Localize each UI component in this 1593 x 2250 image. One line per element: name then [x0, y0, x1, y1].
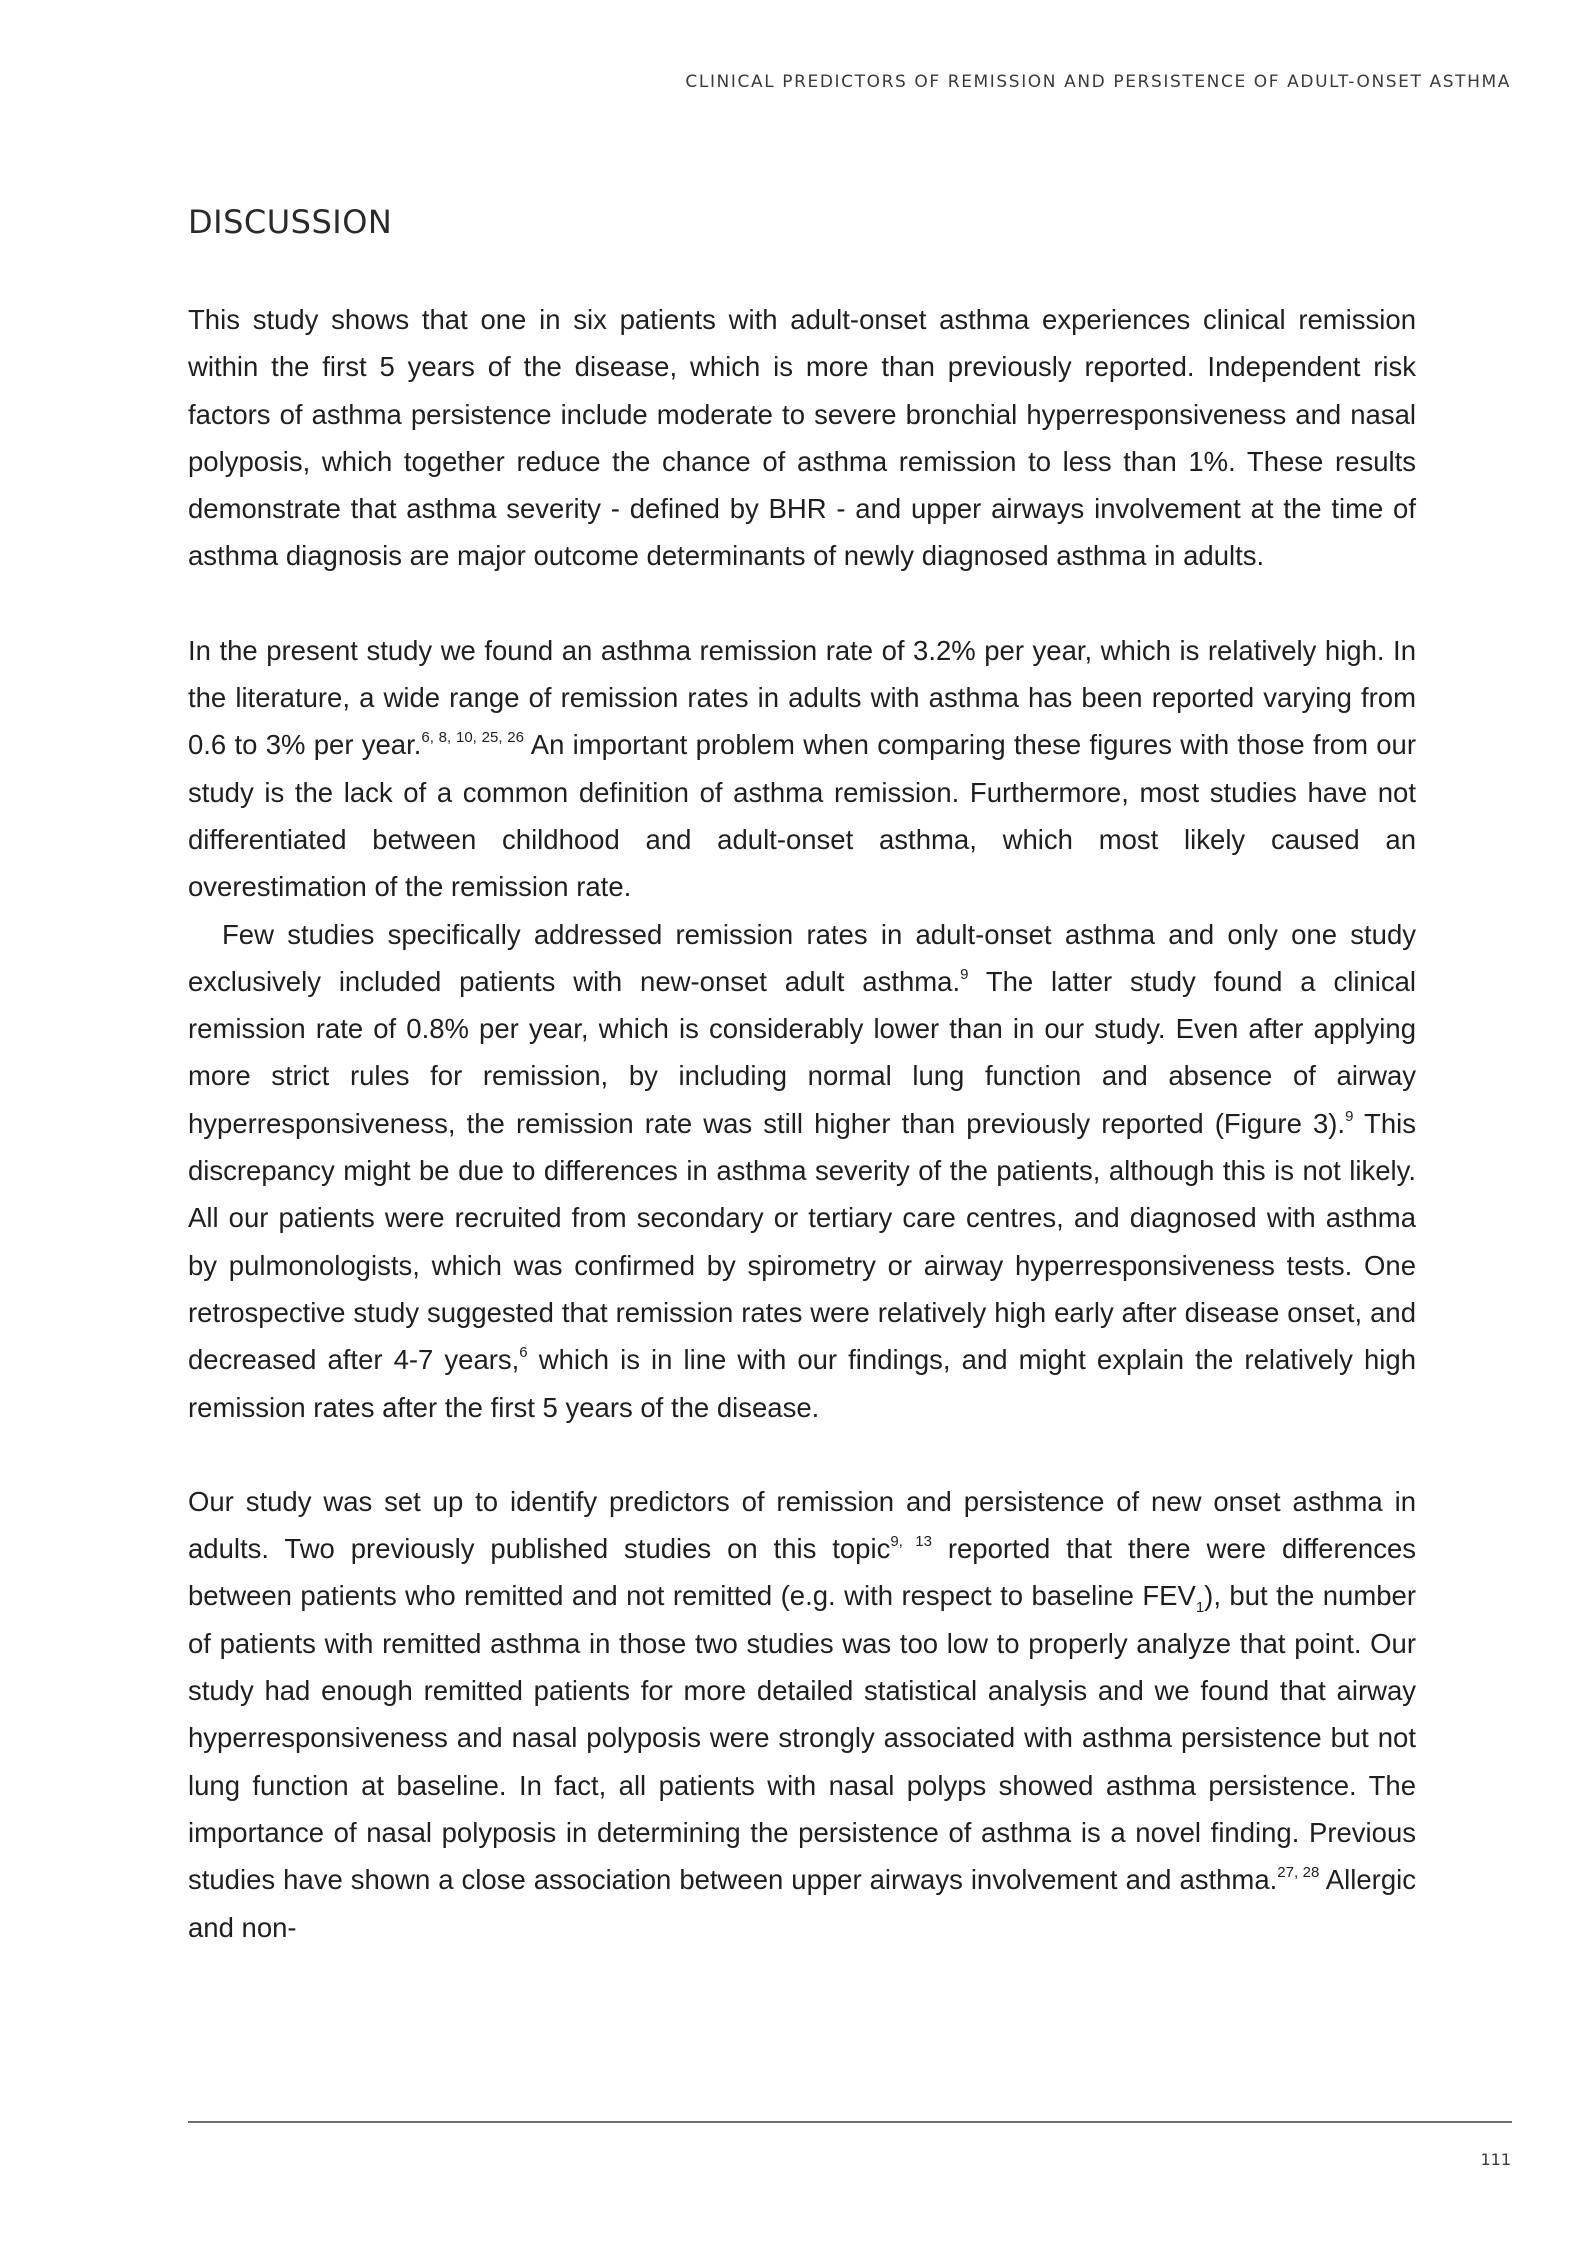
citation-superscript: 6: [519, 1344, 528, 1362]
paragraph-3-text-a: Few studies specifically addressed remission rates in adult-onset asthma and only one study exclusively included patients with new-onset adult asthma.: [188, 918, 1416, 997]
paragraph-3-text-c: This discrepancy might be due to differences in asthma severity of the patients, although this is not likely. All our patients were recruited from secondary or tertiary care centres, and diagnosed with asthma by pulmonologists, which was confirmed by spirometry or airway hyperresponsiveness tests. One retrospective study suggested that remission rates were relatively high early after disease onset, and decreased after 4-7 years,: [188, 1107, 1416, 1376]
paragraph-3-text-b: The latter study found a clinical remission rate of 0.8% per year, which is considerably lower than in our study. Even after applying more strict rules for remission, by including normal lung function and absence of airway hyperresponsiveness, the remission rate was still higher than previously reported (Figure 3).: [188, 965, 1416, 1139]
paragraph-3-text-d: which is in line with our findings, and might explain the relatively high remission rates after the first 5 years of the disease.: [188, 1344, 1416, 1423]
paragraph-1: This study shows that one in six patients with adult-onset asthma experiences clinical remission within the first 5 years of the disease, which is more than previously reported. Independent risk factors of asthma persistence include moderate to severe bronchial hyperresponsiveness and nasal polyposis, which together reduce the chance of asthma remission to less than 1%. These results demonstrate that asthma severity - defined by BHR - and upper airways involvement at the time of asthma diagnosis are major outcome determinants of newly diagnosed asthma in adults.: [188, 304, 1416, 572]
footer-divider: [188, 2121, 1512, 2123]
citation-superscript: 9, 13: [890, 1533, 932, 1551]
paragraph-4: [188, 1478, 1416, 1951]
paragraph-4-text-d: Allergic and non-: [188, 1864, 1416, 1943]
citation-superscript: 9: [960, 965, 969, 983]
citation-superscript: 9: [1345, 1107, 1354, 1125]
running-header: CLINICAL PREDICTORS OF REMISSION AND PERSISTENCE OF ADULT-ONSET ASTHMA: [685, 72, 1511, 92]
citation-superscript: 27, 28: [1277, 1864, 1320, 1882]
paragraph-3: [188, 911, 1416, 1431]
paragraph-2-text-b: An important problem when comparing these figures with those from our study is the lack of a common definition of asthma remission. Furthermore, most studies have not differentiated between childhood and adult-onset asthma, which most likely caused an overestimation of the remission rate.: [188, 729, 1416, 903]
page-number: 111: [1480, 2150, 1511, 2169]
paragraph-4-text-b: reported that there were differences between patients who remitted and not remitted (e.g. with respect to baseline FEV: [188, 1533, 1416, 1612]
section-title: DISCUSSION: [188, 203, 393, 241]
paragraph-2: [188, 627, 1416, 911]
paragraph-4-text-c: ), but the number of patients with remitted asthma in those two studies was too low to properly analyze that point. Our study had enough remitted patients for more detailed statistical analysis and we found that airway hyperresponsiveness and nasal polyposis were strongly associated with asthma persistence but not lung function at baseline. In fact, all patients with nasal polyps showed asthma persistence. The importance of nasal polyposis in determining the persistence of asthma is a novel finding. Previous studies have shown a close association between upper airways involvement and asthma.: [188, 1580, 1417, 1896]
citation-superscript: 6, 8, 10, 25, 26: [421, 729, 524, 747]
subscript: 1: [1195, 1599, 1205, 1617]
paragraph-4-text-a: Our study was set up to identify predictors of remission and persistence of new onset asthma in adults. Two previously published studies on this topic: [188, 1485, 1416, 1565]
body-text: [188, 296, 1416, 1951]
paragraph-2-text-a: In the present study we found an asthma remission rate of 3.2% per year, which is relatively high. In the literature, a wide range of remission rates in adults with asthma has been reported varying from 0.6 to 3% per year.: [188, 634, 1416, 761]
